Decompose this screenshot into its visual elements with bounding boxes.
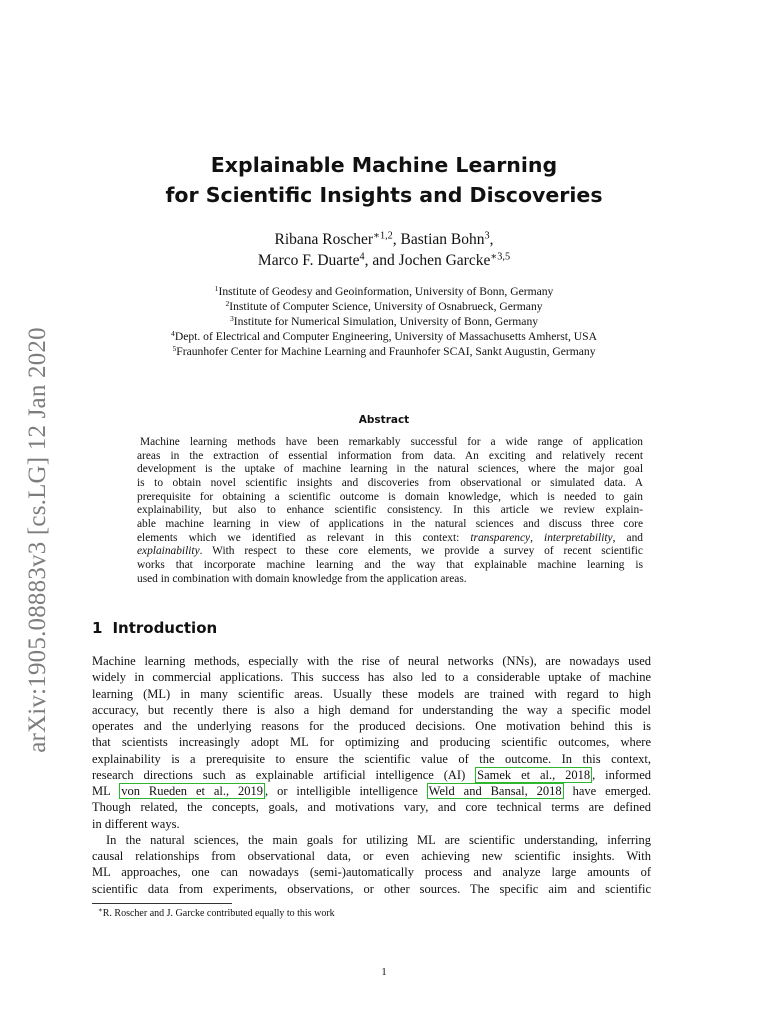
affiliation-number: 2 [225,298,230,308]
author-conjunction: and [372,252,395,269]
abstract-line: development is the uptake of machine learning in the natural sciences, where the major goal [137,463,643,476]
affiliation-list [0,284,768,359]
abstract-line: areas in the extraction of essential information from data. An exciting and relatively recent [137,449,643,462]
body-line: accuracy, but recently there is also a high demand for understanding the way a specific model [92,702,651,717]
body-line: explainability is a prerequisite to ensure the scientific value of the outcome. In this context, [92,751,651,766]
author-affiliation-mark: ∗1,2 [373,230,393,242]
body-line: operates and the underlying reasons for the produced decisions. One motivation behind this is [92,719,651,733]
body-text: , informed [592,767,651,782]
body-line: In the natural sciences, the main goals for utilizing ML are scientific understanding, inferring [106,832,651,847]
arxiv-identifier-stamp: arXiv:1905.08883v3 [cs.LG] 12 Jan 2020 [24,327,51,753]
title-line-1: Explainable Machine Learning [210,153,558,177]
affiliation-text: Institute of Geodesy and Geoinformation, University of Bonn, Germany [218,285,554,298]
abstract-body [137,436,643,586]
author-name: Bastian Bohn [400,231,485,248]
footnote-rule [92,903,232,904]
affiliation-item [0,314,768,329]
abstract-line: used in combination with domain knowledge from the application areas. [137,572,467,585]
affiliation-number: 1 [214,283,219,293]
body-line: learning (ML) in many scientific areas. Usually these models are trained with regard to high [92,686,651,701]
abstract-line: explainability, but also to enhance scientific consistency. In this article we review explain- [137,504,643,517]
body-line: that scientists increasingly adopt ML for optimizing and producing scientific outcomes, where [92,735,651,750]
body-text: have emerged. [572,784,651,798]
affiliation-text: Fraunhofer Center for Machine Learning and Fraunhofer SCAI, Sankt Augustin, Germany [176,345,596,358]
author-line-2: Marco F. Duarte$^4$, and Jochen Garcke$^{∗3,5}$ [257,251,511,269]
abstract-line: prerequisite for obtaining a scientific outcome is domain knowledge, which is needed to gain [137,490,643,503]
footnote-mark: ∗ [98,906,103,915]
section-number: 1 [92,619,103,637]
body-text: , or intelligible intelligence [265,784,418,798]
body-line: causal relationships from observational data, or even achieving new scientific insights. With [92,849,651,863]
body-line [92,783,651,799]
author-affiliation-mark: 3 [484,230,490,242]
abstract-text: elements which we identified as relevant in this context: [137,531,460,544]
body-text: ML [92,784,111,798]
affiliation-text: Institute for Numerical Simulation, University of Bonn, Germany [233,315,539,328]
introduction-body [92,653,651,897]
body-line: in different ways. [92,816,180,831]
page-number: 1 [381,966,387,978]
affiliation-number: 3 [229,313,234,323]
author-name: Ribana Roscher [274,231,374,248]
paper-title [0,150,768,210]
author-line-1: Ribana Roscher$^{∗1,2}$, Bastian Bohn$^3$, [274,230,494,248]
abstract-text: and [626,531,643,544]
abstract-line: able machine learning in view of applications in the natural sciences and discuss three core [137,517,643,530]
affiliation-number: 4 [171,328,175,338]
keyword-interpretability: interpretability [544,531,613,544]
affiliation-text: Institute of Computer Science, University of Osnabrueck, Germany [229,300,543,313]
title-line-2: for Scientific Insights and Discoveries [165,183,603,207]
author-name: Marco F. Duarte [257,252,360,269]
keyword-transparency: transparency [470,531,531,544]
keyword-explainability: explainability [137,545,200,558]
affiliation-item [0,329,768,344]
abstract-line: is to obtain novel scientific insights and discoveries from observational or simulated data. A [137,476,643,489]
affiliation-number: 5 [172,343,177,353]
body-text: research directions such as explainable artificial intelligence (AI) [92,767,466,782]
body-line: Though related, the concepts, goals, and motivations vary, and core technical terms are defined [92,800,651,815]
author-affiliation-mark: 4 [359,251,365,263]
author-list [0,229,768,271]
abstract-heading: Abstract [358,414,410,426]
affiliation-item [0,299,768,314]
footnote [98,908,335,919]
author-name: Jochen Garcke [398,252,491,269]
citation-link-von-rueden-2019[interactable]: von Rueden et al., 2019 [121,784,264,798]
abstract-line: Machine learning methods have been remarkably successful for a wide range of application [140,436,643,448]
section-title: Introduction [112,619,218,637]
abstract-line: elements which we identified as relevant in this context: transparency, interpretability, and [137,531,643,544]
body-line: ML approaches, one can nowadays (semi-)automatically process and analyze large amounts of [92,865,651,880]
body-line [92,767,651,783]
footnote-text: R. Roscher and J. Garcke contributed equally to this work [102,908,335,919]
author-affiliation-mark: ∗3,5 [490,251,511,263]
abstract-line [137,545,643,559]
affiliation-item [0,344,768,359]
citation-link-weld-bansal-2018[interactable]: Weld and Bansal, 2018 [428,784,562,798]
affiliation-item [0,284,768,299]
affiliation-text: Dept. of Electrical and Computer Engineering, University of Massachusetts Amherst, USA [174,330,597,343]
body-line: widely in commercial applications. This success has also led to a considerable uptake of machine [92,670,651,685]
section-heading-introduction [92,619,217,637]
abstract-text: . With respect to these core elements, we provide a survey of recent scientific [199,545,643,558]
citation-link-samek-2018[interactable]: Samek et al., 2018 [477,767,591,782]
abstract-line: works that incorporate machine learning and the way that explainable machine learning is [137,558,643,571]
body-line: scientific data from experiments, observations, or other sources. The specific aim and scientific [92,881,651,896]
body-line: Machine learning methods, especially with the rise of neural networks (NNs), are nowadays used [92,654,651,668]
